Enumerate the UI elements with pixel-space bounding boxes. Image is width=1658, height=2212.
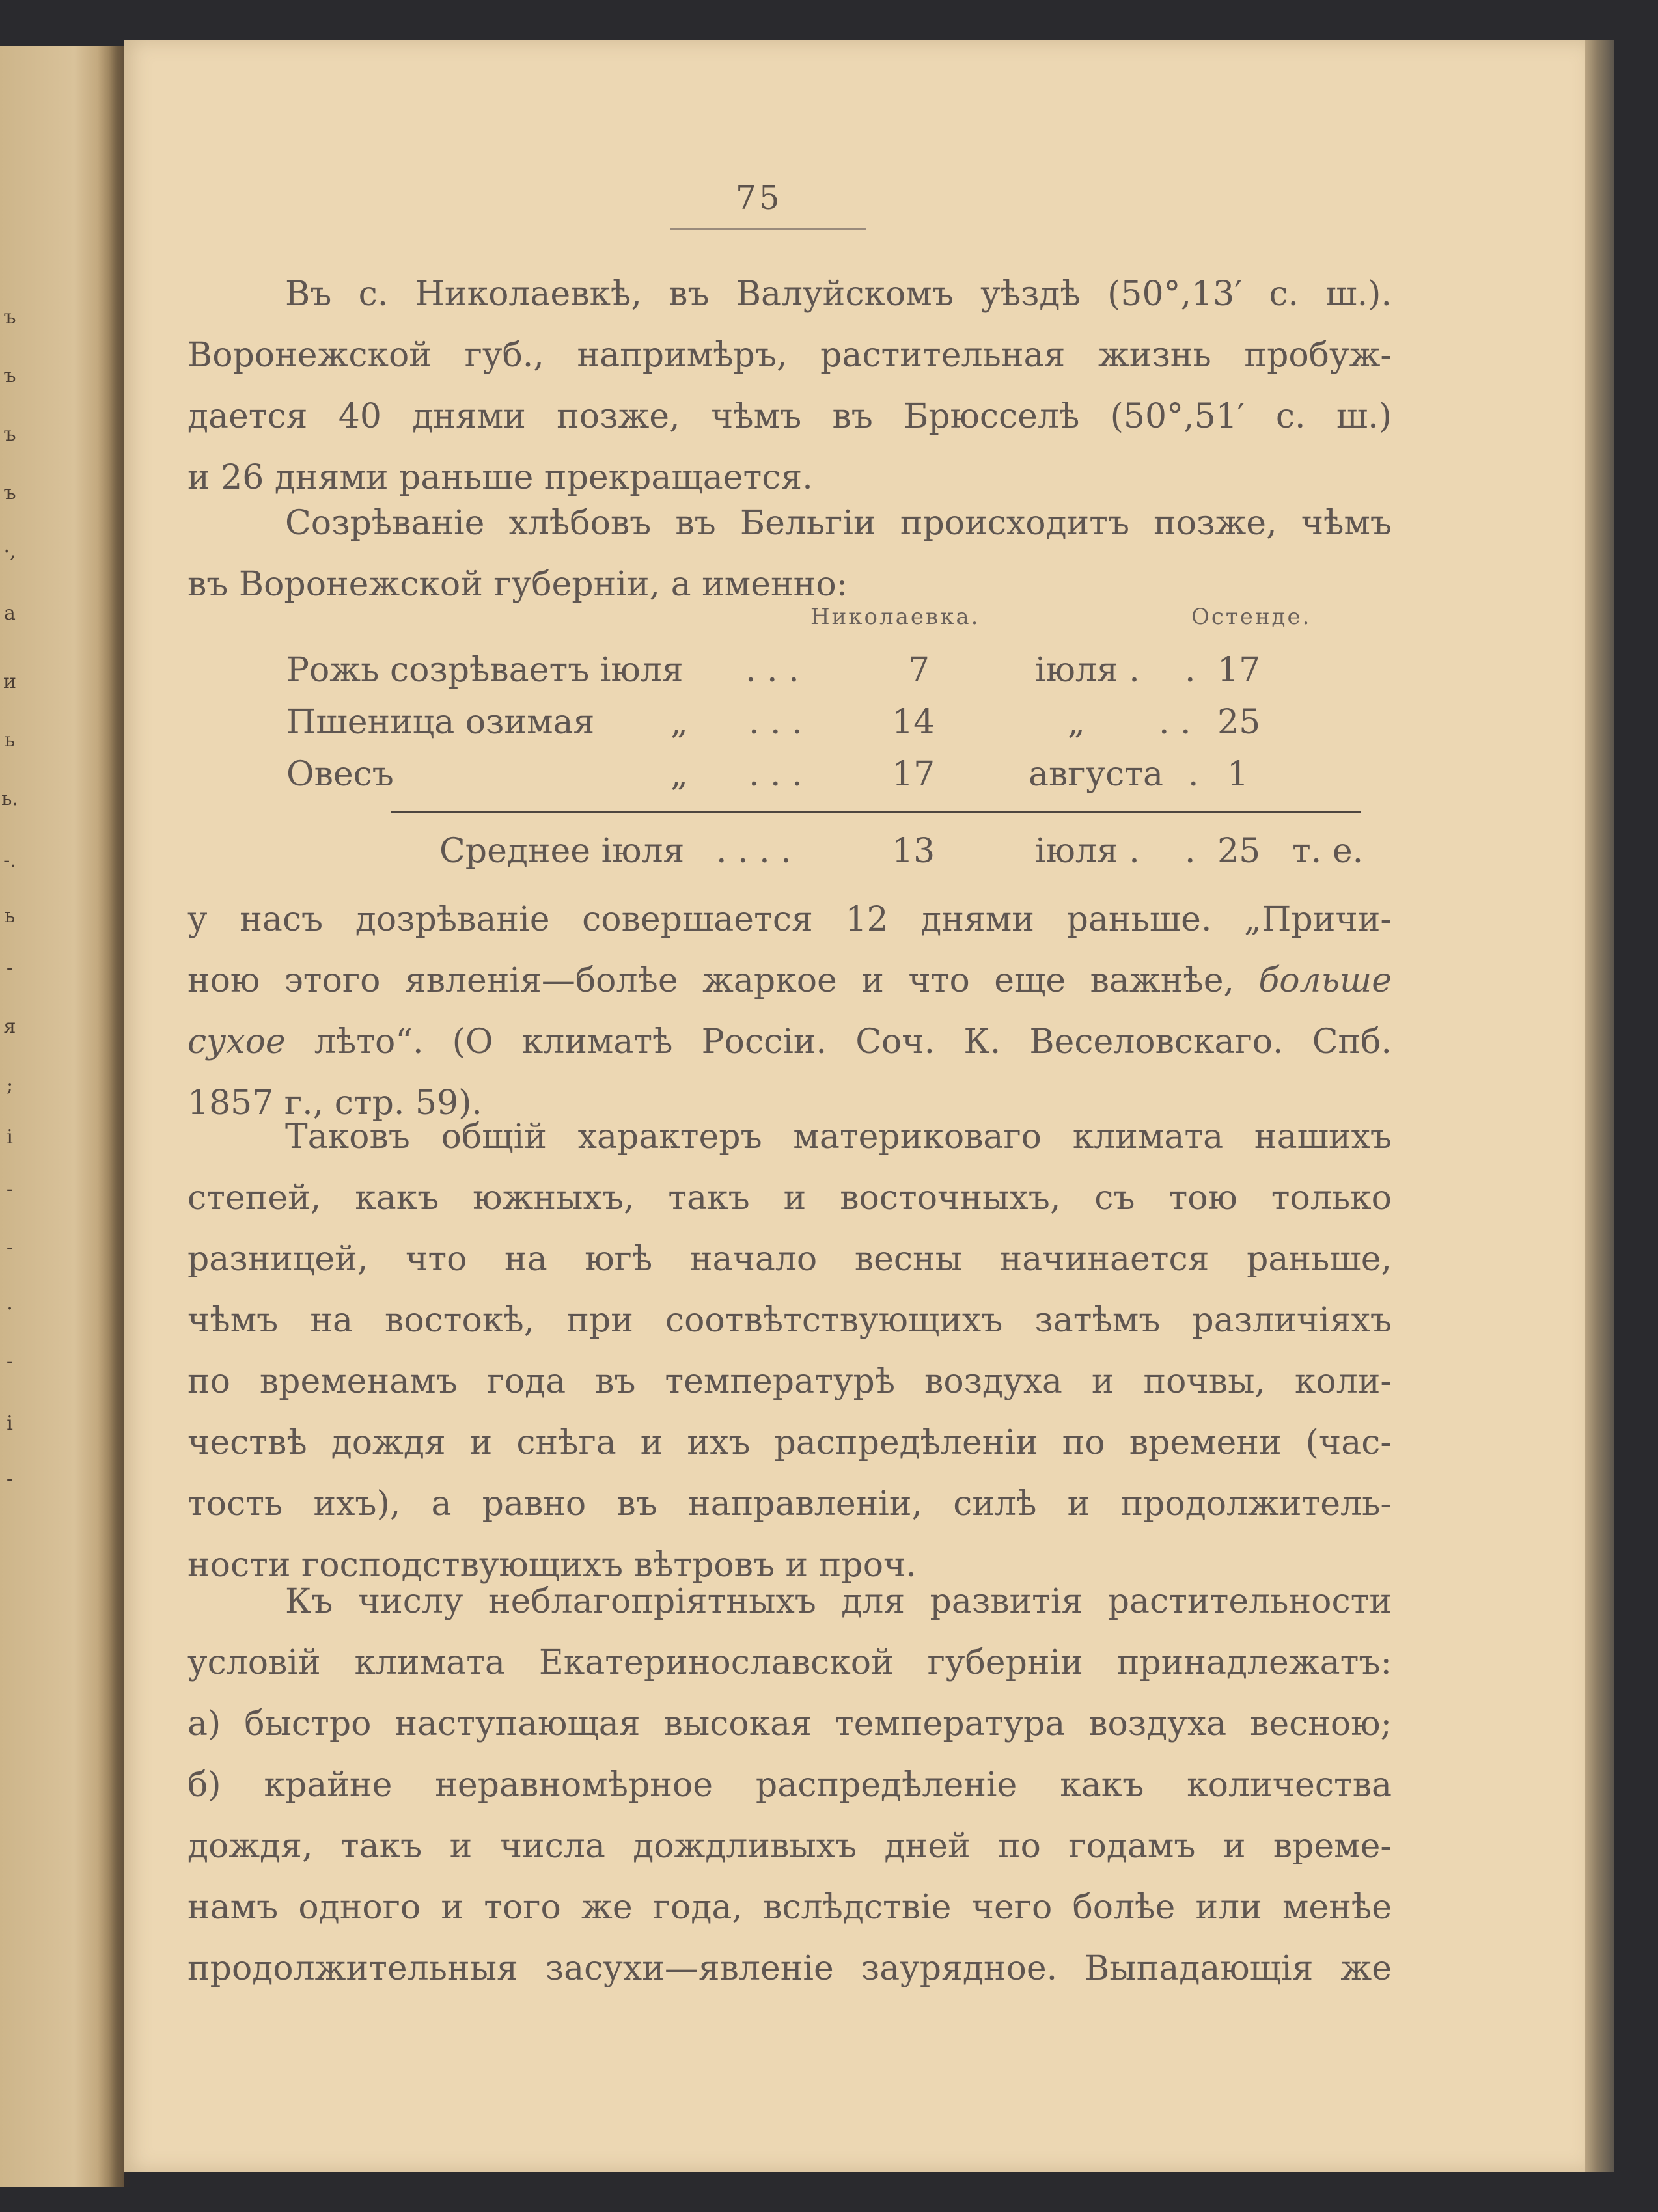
- nikolaevka-average: 13: [892, 832, 935, 871]
- left-page-fragment: і: [7, 1412, 13, 1435]
- text-line: Въ с. Николаевкѣ, въ Валуйскомъ уѣздѣ (50°,13′ с. ш.).: [285, 275, 1392, 314]
- text-line: 1857 г., стр. 59).: [187, 1084, 482, 1123]
- nikolaevka-value: 14: [892, 703, 935, 742]
- text-line: [187, 950, 1392, 1011]
- text-line: тость ихъ), а равно въ направленіи, силѣ и продолжитель-: [187, 1484, 1392, 1523]
- left-page-fragment: ъ: [3, 423, 16, 446]
- ostende-value: 17: [1217, 651, 1261, 690]
- left-page-fragment: ь.: [1, 787, 18, 810]
- italic-word: больше: [1258, 961, 1392, 1000]
- text-line: и 26 днями раньше прекращается.: [187, 458, 813, 497]
- text-line: разницей, что на югѣ начало весны начинается раньше,: [187, 1240, 1392, 1279]
- leader-dots: .: [1185, 832, 1196, 871]
- ostende-month: іюля .: [1035, 651, 1140, 690]
- leader-dots: . . .: [749, 755, 803, 794]
- text-line: продолжительныя засухи—явленіе заурядное. Выпадающія же: [187, 1949, 1392, 1988]
- text-line: у насъ дозрѣваніе совершается 12 днями раньше. „Причи-: [187, 900, 1392, 939]
- ostende-month: „: [1068, 703, 1085, 742]
- text-line: Воронежской губ., напримѣръ, растительная жизнь пробуж-: [187, 336, 1392, 375]
- left-page-fragment: ;: [6, 1074, 14, 1097]
- crop-name: Рожь созрѣваетъ іюля: [286, 651, 684, 690]
- left-page-fragment: ·,: [3, 540, 16, 563]
- leader-dots: .: [1188, 755, 1199, 794]
- leader-dots: . .: [1159, 703, 1191, 742]
- average-label: Среднее іюля: [439, 832, 685, 871]
- left-page-fragment: .: [7, 1292, 13, 1315]
- text-line: въ Воронежской губерніи, а именно:: [187, 565, 848, 604]
- text-line: а) быстро наступающая высокая температура воздуха весною;: [187, 1704, 1392, 1743]
- text-line: Къ числу неблагопріятныхъ для развитія растительности: [285, 1582, 1392, 1621]
- text-line: чествѣ дождя и снѣга и ихъ распредѣленіи по времени (час-: [187, 1423, 1392, 1462]
- leader-dots: . . .: [749, 703, 803, 742]
- average-tail: т. е.: [1292, 832, 1364, 871]
- paragraph-3: [187, 889, 1392, 1134]
- ostende-month: іюля .: [1035, 832, 1140, 871]
- left-page-fragment: и: [3, 670, 16, 693]
- nikolaevka-value: 17: [892, 755, 935, 794]
- ditto-mark: „: [670, 703, 688, 742]
- leader-dots: .: [1185, 651, 1196, 690]
- ostende-value: 25: [1217, 703, 1261, 742]
- text-line: ности господствующихъ вѣтровъ и проч.: [187, 1546, 917, 1585]
- table-row: [286, 651, 1354, 703]
- ostende-month: августа: [1029, 755, 1164, 794]
- ostende-average: 25: [1217, 832, 1261, 871]
- column-header-ostende: Остенде.: [1191, 604, 1312, 630]
- leader-dots: . . .: [745, 651, 799, 690]
- left-page-fragment: і: [7, 1126, 13, 1149]
- leader-dots: . . . .: [716, 832, 792, 871]
- page-edge: [1585, 40, 1614, 2172]
- text-line: намъ одного и того же года, вслѣдствіе чего болѣе или менѣе: [187, 1888, 1392, 1927]
- text-line: чѣмъ на востокѣ, при соотвѣтствующихъ затѣмъ различіяхъ: [187, 1301, 1392, 1340]
- left-page-fragment: ъ: [3, 482, 16, 504]
- left-page-fragment: -: [6, 1236, 14, 1259]
- left-page-fragment: я: [3, 1015, 16, 1038]
- paragraph-5: [187, 1571, 1392, 1999]
- table-row: [286, 755, 1354, 807]
- ostende-value: 1: [1227, 755, 1249, 794]
- ditto-mark: „: [670, 755, 688, 794]
- crop-name: Пшеница озимая: [286, 703, 595, 742]
- text-line: условій климата Екатеринославской губерніи принадлежатъ:: [187, 1643, 1392, 1682]
- left-page-fragment: ъ: [3, 306, 16, 329]
- paragraph-2: [187, 493, 1392, 615]
- text-line: дается 40 днями позже, чѣмъ въ Брюсселѣ (50°,51′ с. ш.): [187, 397, 1392, 436]
- left-page-fragment: ь: [4, 905, 16, 927]
- text-fragment: лѣто“. (О климатѣ Россіи. Соч. К. Веселовскаго. Спб.: [314, 1022, 1392, 1061]
- nikolaevka-value: 7: [908, 651, 930, 690]
- table-row: [286, 703, 1354, 755]
- left-page-fragment: -.: [3, 849, 16, 872]
- paragraph-1: [187, 264, 1392, 508]
- text-line: дождя, такъ и числа дождливыхъ дней по годамъ и време-: [187, 1827, 1392, 1866]
- left-page-fragment: а: [4, 602, 16, 625]
- table-average-row: [286, 832, 1364, 884]
- paragraph-4: [187, 1106, 1392, 1596]
- text-line: по временамъ года въ температурѣ воздуха и почвы, коли-: [187, 1362, 1392, 1401]
- column-header-nikolaevka: Николаевка.: [810, 604, 980, 630]
- left-page-fragment: -: [6, 957, 14, 979]
- text-line: [187, 1011, 1392, 1072]
- crop-name: Овесъ: [286, 755, 394, 794]
- text-line: Таковъ общій характеръ материковаго климата нашихъ: [285, 1117, 1392, 1156]
- text-fragment: ною этого явленія—болѣе жаркое и что еще важнѣе,: [187, 961, 1235, 1000]
- text-line: б) крайне неравномѣрное распредѣленіе какъ количества: [187, 1766, 1392, 1805]
- italic-word: сухое: [187, 1022, 286, 1061]
- table-sum-rule: [391, 811, 1361, 813]
- page-number: 75: [736, 179, 782, 217]
- text-line: Созрѣваніе хлѣбовъ въ Бельгіи происходитъ позже, чѣмъ: [285, 504, 1392, 543]
- page-number-rule: [670, 228, 866, 230]
- left-page-fragment: ъ: [3, 364, 16, 387]
- left-page-fragment: -: [6, 1178, 14, 1201]
- left-page-fragment: -: [6, 1468, 14, 1490]
- left-page-fragment: -: [6, 1350, 14, 1373]
- left-page-fragment: ь: [4, 729, 16, 752]
- text-line: степей, какъ южныхъ, такъ и восточныхъ, съ тою только: [187, 1179, 1392, 1218]
